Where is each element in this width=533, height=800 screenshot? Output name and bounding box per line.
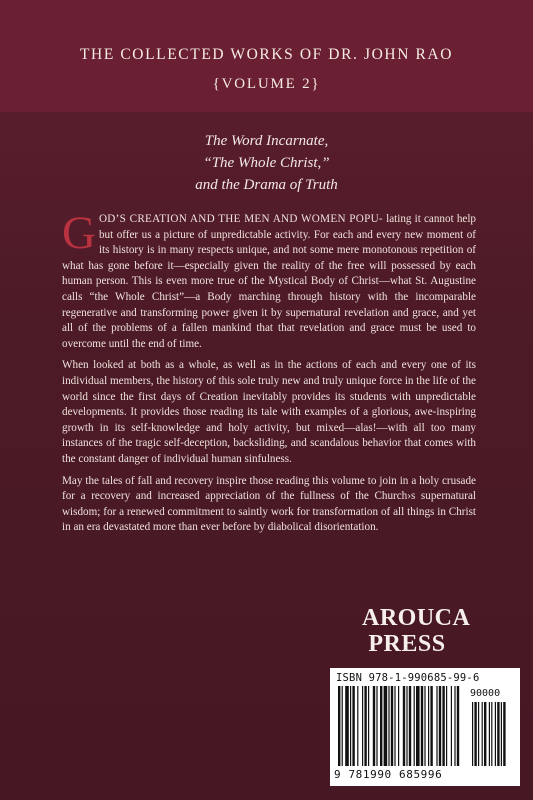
publisher-logo-line-2: PRESS xyxy=(368,631,446,657)
barcode-bar xyxy=(394,686,395,766)
barcode-bar xyxy=(489,702,490,766)
drop-cap-letter: G xyxy=(62,207,96,259)
series-title: THE COLLECTED WORKS OF DR. JOHN RAO xyxy=(79,46,454,63)
barcode-bar xyxy=(338,686,340,766)
blurb-paragraph-1 xyxy=(62,207,476,352)
barcode-bar xyxy=(428,686,429,766)
barcode-bar xyxy=(446,686,447,766)
barcode-bar xyxy=(376,686,377,766)
barcode-bar xyxy=(497,702,499,766)
barcode-bar xyxy=(350,686,351,766)
barcode-bar xyxy=(352,686,354,766)
barcode-bar xyxy=(384,686,388,766)
barcode-bar xyxy=(362,686,363,766)
barcode-bar xyxy=(436,686,437,766)
subtitle-line-2: “The Whole Christ,” xyxy=(203,155,330,171)
barcode-bar xyxy=(442,686,444,766)
barcode-bar xyxy=(409,686,411,766)
barcode-bar xyxy=(388,686,389,766)
barcode-bar xyxy=(478,702,479,766)
barcode-bar xyxy=(430,686,432,766)
barcode-bar xyxy=(364,686,366,766)
barcode-bar xyxy=(501,702,502,766)
blurb-paragraph-2: When looked at both as a whole, as well as in the actions of each and every one of its individual members, the history of this sole truly new and truly unique force in the life of the world since the first days of Creation inevitably provides its students with unpredictable developments. It provides those reading its tale with examples of a glorious, awe-inspiring growth in its self-knowledge and holy activity, but mixed—alas!—with all too many instances of the tragic self-deception, backsliding, and scandalous behavior that comes with the constant danger of individual human sinfulness. xyxy=(62,359,476,465)
barcode-bar xyxy=(342,686,343,766)
barcode-bar xyxy=(373,686,375,766)
publisher-logo-line-1: AROUCA xyxy=(362,605,471,631)
barcode-bar xyxy=(457,686,459,766)
blurb-text xyxy=(62,207,476,542)
ean-digits: 9 781990 685996 xyxy=(334,768,443,781)
cover-header-band xyxy=(0,0,533,112)
blurb-paragraph-1-text: lating it cannot help but offer us a picture of unpredictable activity. For each and every new moment of its history is in many respects unique, and not some mere monotonous repetition of what has gone before it—especially given the reality of the free will possessed by each human person. This is even more true of the Mystical Body of Christ—what St. Augustine calls “the Whole Christ”—a Body marching through history with the incomparable regenerative and transforming power given it by supernatural revelation and grace, and yet all of the problems of a fallen mankind that that revelation and grace must be used to overcome until the end of time. xyxy=(62,213,476,350)
barcode-bar xyxy=(482,702,483,766)
book-subtitle xyxy=(0,130,533,196)
barcode-bar xyxy=(495,702,496,766)
barcode-bar xyxy=(368,686,369,766)
blurb-opening-caps: OD’S CREATION AND THE MEN AND WOMEN POPU- xyxy=(98,213,383,225)
barcode-bar xyxy=(380,686,382,766)
barcode-bar xyxy=(391,686,393,766)
barcode-bar xyxy=(357,686,358,766)
barcode-bar xyxy=(345,686,349,766)
barcode-bar xyxy=(454,686,455,766)
subtitle-line-3: and the Drama of Truth xyxy=(195,177,338,193)
barcode-bar xyxy=(398,686,399,766)
barcode-bar xyxy=(491,702,492,766)
barcode-bar xyxy=(414,686,415,766)
isbn-barcode xyxy=(330,668,520,786)
isbn-number: ISBN 978-1-990685-99-6 xyxy=(336,672,480,684)
barcode-bar xyxy=(424,686,425,766)
barcode-bar xyxy=(484,702,486,766)
volume-label: {VOLUME 2} xyxy=(212,76,321,92)
barcode-bar xyxy=(474,702,476,766)
barcode-bar xyxy=(416,686,420,766)
barcode-bar xyxy=(421,686,423,766)
barcode-bar xyxy=(472,702,473,766)
subtitle-line-1: The Word Incarnate, xyxy=(204,133,329,149)
barcode-bar xyxy=(403,686,405,766)
barcode-bar xyxy=(503,702,505,766)
barcode-bar xyxy=(451,686,452,766)
blurb-paragraph-3: May the tales of fall and recovery inspire those reading this volume to join in a holy crusade for a recovery and increased appreciation of the fullness of the Church›s supernatural wisdom; for a renewed commitment to saintly work for transformation of all things in Christ in an era devastated more than ever before by diabolical disorientation. xyxy=(62,474,476,534)
barcode-bar xyxy=(406,686,407,766)
price-code: 90000 xyxy=(470,688,501,699)
barcode-bar xyxy=(439,686,441,766)
publisher-logo xyxy=(362,605,471,665)
